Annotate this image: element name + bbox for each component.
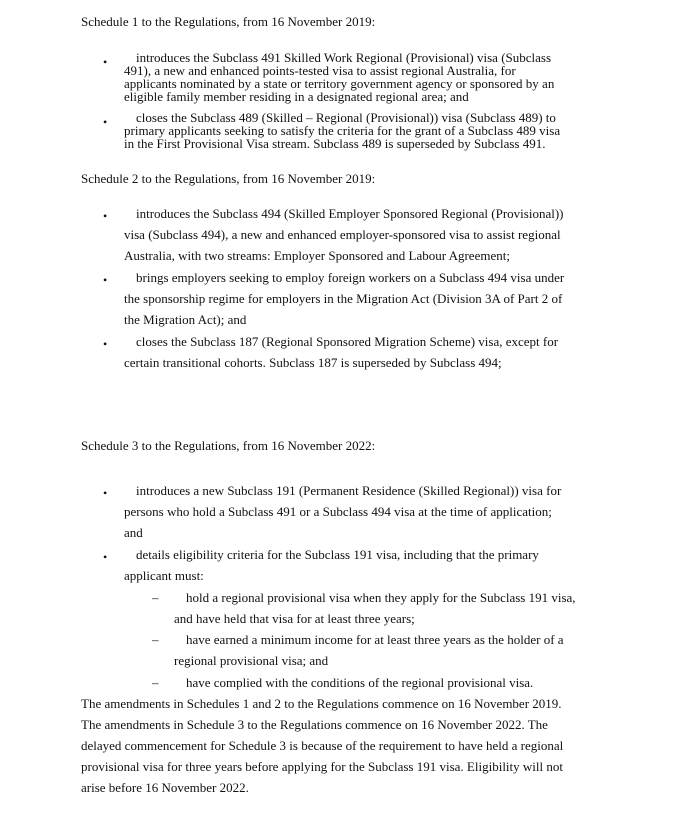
schedule-2-bullet-3 — [124, 331, 634, 373]
bullet-marker: • — [103, 273, 108, 287]
bullet-marker: • — [103, 337, 108, 351]
schedule-3-sub-item-3-text: have complied with the conditions of the regional provisional visa. — [186, 675, 534, 690]
dash-marker: – — [152, 590, 159, 605]
schedule-1-bullet-2 — [124, 111, 634, 150]
schedule-2-bullet-2-text: brings employers seeking to employ foreign workers on a Subclass 494 visa under the sponsorship regime for employers in the Migration Act (Division 3A of Part 2 of the Migration Act); and — [124, 270, 565, 327]
schedule-3-sub-item-2-text: have earned a minimum income for at least three years as the holder of a regional provisional visa; and — [174, 632, 564, 668]
bullet-marker: • — [103, 55, 108, 69]
schedule-3-bullet-2-text: details eligibility criteria for the Subclass 191 visa, including that the primary applicant must: — [124, 547, 539, 583]
schedule-3-sub-item-3 — [174, 672, 634, 693]
bullet-marker: • — [103, 486, 108, 500]
dash-marker: – — [152, 632, 159, 647]
schedule-3-sub-item-1-text: hold a regional provisional visa when they apply for the Subclass 191 visa, and have held that visa for at least three years; — [174, 590, 576, 626]
schedule-3-heading: Schedule 3 to the Regulations, from 16 November 2022: — [81, 438, 376, 453]
schedule-3-sub-item-1 — [174, 587, 634, 629]
schedule-2-bullet-1 — [124, 203, 634, 266]
schedule-3-bullet-1-text: introduces a new Subclass 191 (Permanent Residence (Skilled Regional)) visa for persons who hold a Subclass 491 or a Subclass 494 visa at the time of application; and — [124, 483, 562, 540]
schedule-1-bullet-1 — [124, 51, 634, 103]
schedule-3-bullet-2 — [124, 544, 634, 586]
schedule-2-heading: Schedule 2 to the Regulations, from 16 November 2019: — [81, 171, 376, 186]
schedule-2-bullet-3-text: closes the Subclass 187 (Regional Sponsored Migration Scheme) visa, except for certain transitional cohorts. Subclass 187 is superseded by Subclass 494; — [124, 334, 559, 370]
schedule-1-bullet-1-text: introduces the Subclass 491 Skilled Work Regional (Provisional) visa (Subclass 491), a new and enhanced points-tested visa to assist regional Australia, for applicants nominated by a state or territory government agency or sponsored by an eligible family member residing in a designated regional area; and — [124, 50, 555, 104]
bullet-marker: • — [103, 550, 108, 564]
commencement-paragraph: The amendments in Schedules 1 and 2 to the Regulations commence on 16 November 2019. The amendments in Schedule 3 to the Regulations commence on 16 November 2022. The delayed commencement for Schedule 3 is because of the requirement to have held a regional provisional visa for three years before applying for the Subclass 191 visa. Eligibility will not arise before 16 November 2022. — [81, 696, 564, 795]
bullet-marker: • — [103, 209, 108, 223]
schedule-3-bullet-1 — [124, 480, 634, 543]
schedule-3-sub-item-2 — [174, 629, 634, 671]
schedule-1-bullet-2-text: closes the Subclass 489 (Skilled – Regional (Provisional)) visa (Subclass 489) to primary applicants seeking to satisfy the criteria for the grant of a Subclass 489 visa in the First Provisional Visa stream. Subclass 489 is superseded by Subclass 491. — [124, 110, 561, 151]
schedule-2-bullet-2 — [124, 267, 634, 330]
bullet-marker: • — [103, 115, 108, 129]
dash-marker: – — [152, 675, 159, 690]
schedule-1-heading: Schedule 1 to the Regulations, from 16 November 2019: — [81, 14, 376, 29]
schedule-2-bullet-1-text: introduces the Subclass 494 (Skilled Employer Sponsored Regional (Provisional)) visa (Subclass 494), a new and enhanced employer-sponsored visa to assist regional Australia, with two streams: Employer Sponsored and Labour Agreement; — [124, 206, 564, 263]
